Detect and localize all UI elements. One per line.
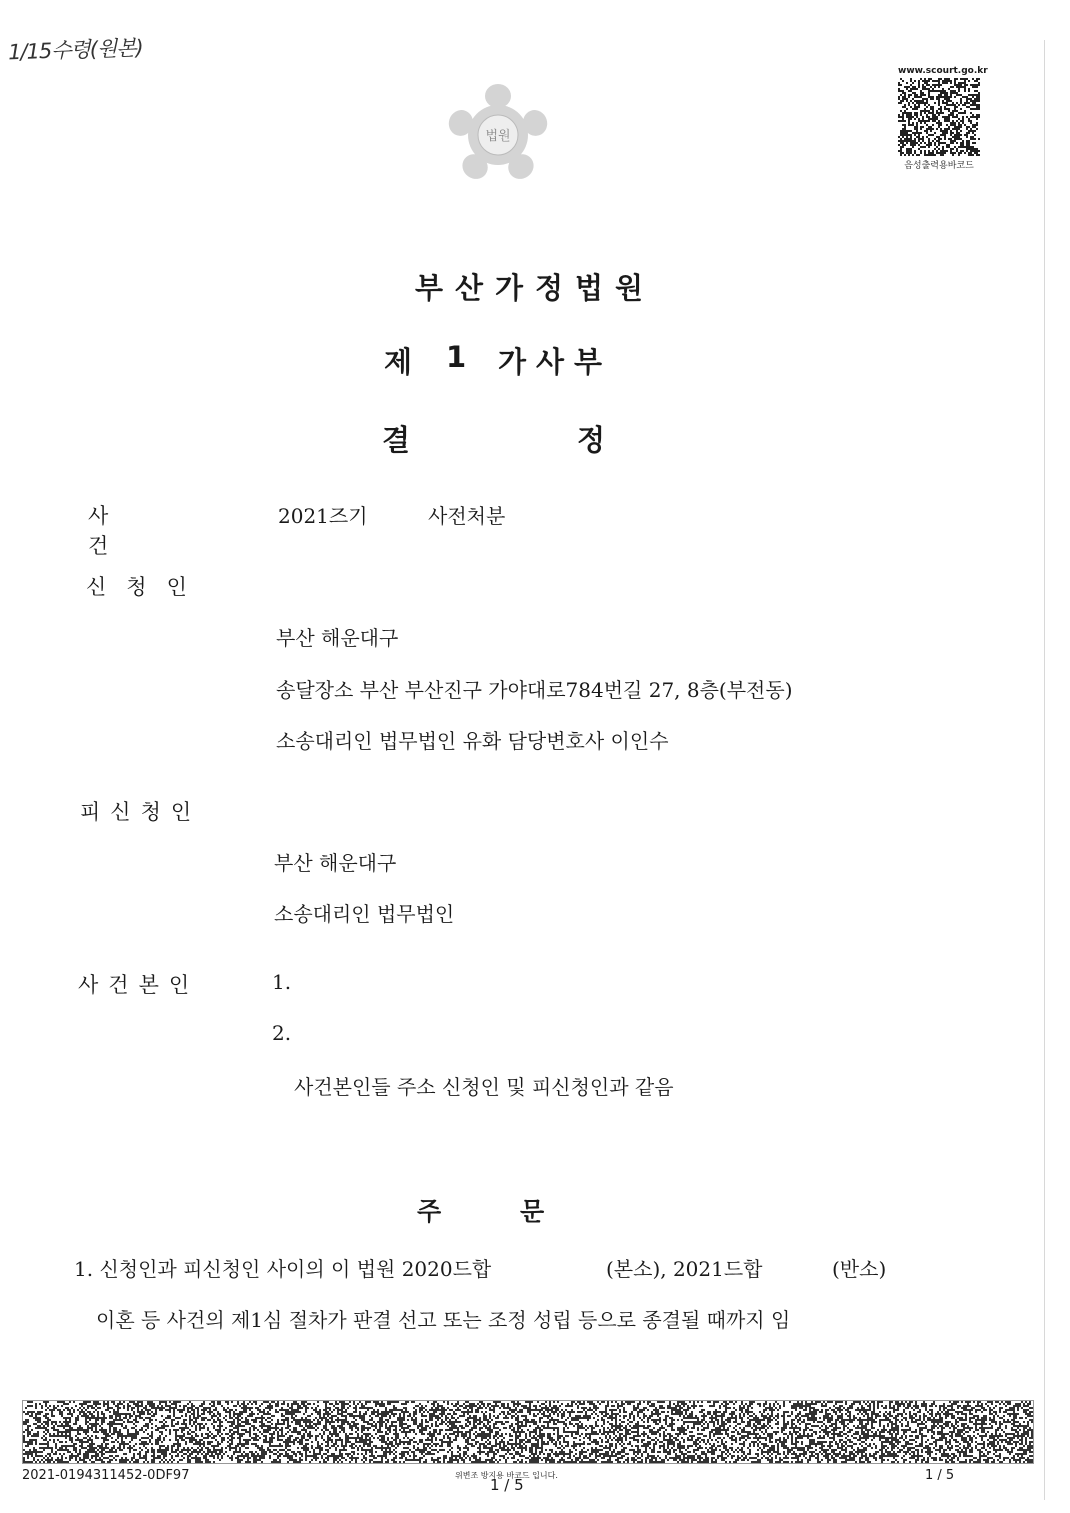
principal-2: 2. — [272, 1021, 292, 1045]
division-name: 가사부 — [498, 345, 613, 379]
qr-label: 음성출력용바코드 — [904, 161, 974, 171]
principal-label: 사건본인 — [78, 973, 200, 997]
barcode-notice: 위변조 방지용 바코드 입니다. — [455, 1471, 558, 1480]
page-number-stamp: 1 / 5 — [490, 1476, 524, 1494]
qr-code-icon — [898, 78, 980, 156]
case-label — [88, 500, 200, 560]
order-title-first: 주 — [417, 1197, 442, 1226]
seal-text: 법원 — [485, 129, 511, 144]
case-number: 2021즈기 — [278, 504, 368, 528]
applicant-service-address: 송달장소 부산 부산진구 가야대로784번길 27, 8층(부전동) — [276, 678, 793, 702]
order-para1-c: (반소) — [832, 1257, 887, 1281]
scan-edge-line — [1044, 40, 1045, 1500]
court-seal-icon — [443, 80, 553, 190]
order-title-second: 문 — [520, 1197, 545, 1226]
case-name: 사전처분 — [428, 504, 506, 528]
handwritten-note: 1/15수령(원본) — [7, 35, 144, 65]
court-name: 부산가정법원 — [414, 271, 656, 305]
principal-address: 사건본인들 주소 신청인 및 피신청인과 같음 — [294, 1075, 674, 1099]
applicant-label: 신청인 — [86, 575, 207, 599]
page-number: 1 / 5 — [925, 1468, 955, 1483]
case-label-text: 사건 — [88, 504, 173, 558]
respondent-label: 피신청인 — [80, 800, 202, 824]
division-one: 1 — [446, 340, 467, 374]
anti-forgery-barcode-icon — [22, 1400, 1034, 1464]
order-para1-line2: 이혼 등 사건의 제1심 절차가 판결 선고 또는 조정 성립 등으로 종결될 때까지 임 — [96, 1308, 791, 1332]
document-id: 2021-0194311452-0DF97 — [22, 1468, 190, 1483]
order-para1-a: 1. 신청인과 피신청인 사이의 이 법원 2020드합 — [74, 1257, 492, 1281]
doc-type-first: 결 — [382, 423, 411, 457]
principal-1: 1. — [272, 970, 292, 994]
doc-type-second: 정 — [577, 423, 606, 457]
order-para1-b: (본소), 2021드합 — [606, 1257, 763, 1281]
respondent-address: 부산 해운대구 — [274, 851, 397, 875]
division-num: 제 — [384, 345, 413, 379]
qr-url: www.scourt.go.kr — [898, 66, 988, 76]
applicant-agent: 소송대리인 법무법인 유화 담당변호사 이인수 — [276, 729, 669, 753]
applicant-address: 부산 해운대구 — [276, 626, 399, 650]
respondent-agent: 소송대리인 법무법인 — [274, 902, 455, 926]
